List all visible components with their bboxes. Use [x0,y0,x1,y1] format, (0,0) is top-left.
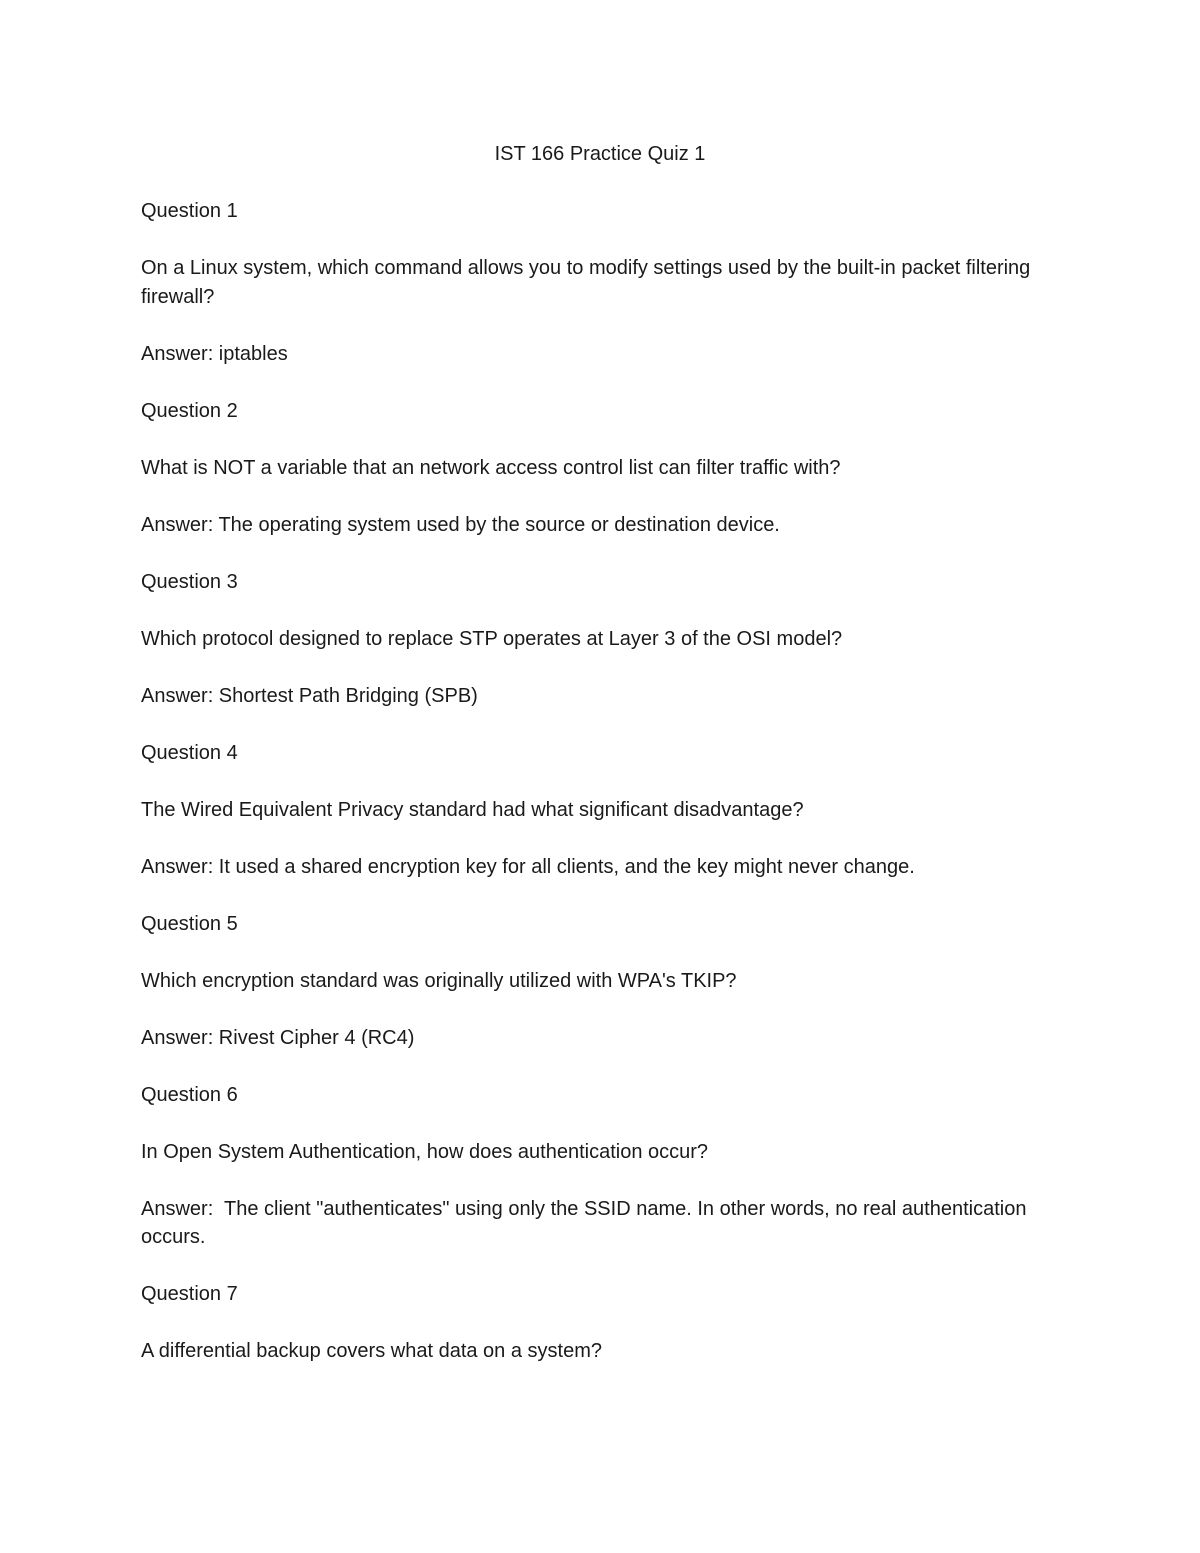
answer-text: Answer: iptables [141,342,288,365]
answer-text: Answer: It used a shared encryption key for all clients, and the key might never change. [141,855,915,878]
question-heading: Question 3 [141,570,238,593]
question-text: A differential backup covers what data on a system? [141,1340,603,1362]
question-heading: Question 5 [141,912,238,935]
question-text: On a Linux system, which command allows you to modify settings used by the built-in packet filtering firewall? [141,257,1031,308]
answer-text: Answer: The client "authenticates" using only the SSID name. In other words, no real authentication occurs. [141,1197,1033,1248]
question-heading: Question 6 [141,1083,238,1106]
question-text: What is NOT a variable that an network access control list can filter traffic with? [141,456,841,479]
question-text: The Wired Equivalent Privacy standard had what significant disadvantage? [141,798,804,821]
document-title: IST 166 Practice Quiz 1 [494,143,706,165]
answer-text: Answer: Rivest Cipher 4 (RC4) [141,1026,415,1049]
question-heading: Question 1 [141,200,238,222]
question-text: Which encryption standard was originally utilized with WPA's TKIP? [141,969,737,992]
answer-text: Answer: Shortest Path Bridging (SPB) [141,684,478,707]
question-text: In Open System Authentication, how does authentication occur? [141,1140,709,1163]
question-heading: Question 4 [141,741,238,764]
question-heading: Question 7 [141,1283,238,1305]
answer-text: Answer: The operating system used by the source or destination device. [141,513,780,536]
question-text: Which protocol designed to replace STP operates at Layer 3 of the OSI model? [141,627,843,650]
quiz-content [141,197,1041,1394]
question-heading: Question 2 [141,399,238,422]
